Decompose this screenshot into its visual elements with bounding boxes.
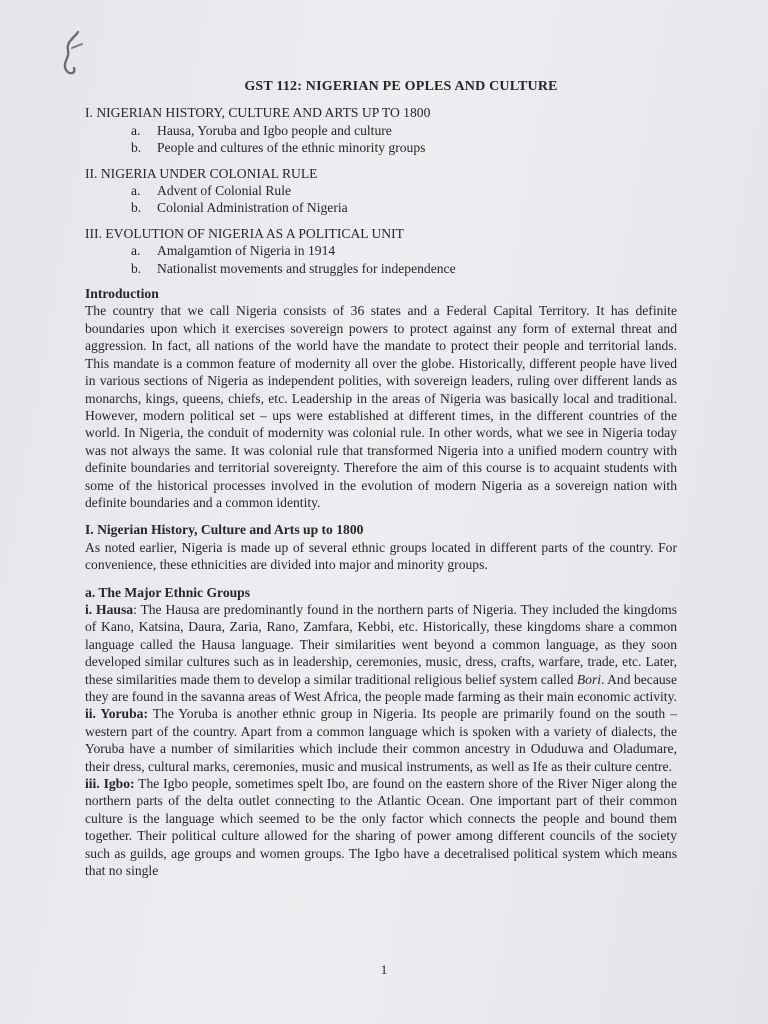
outline-item-letter: a. [131, 243, 141, 259]
igbo-label: iii. Igbo: [85, 776, 135, 792]
section-paragraph: As noted earlier, Nigeria is made up of several ethnic groups located in different parts of the country. For convenience, these ethnicities are divided into major and minority groups. [85, 539, 677, 573]
outline-item-letter: b. [131, 200, 142, 216]
introduction-paragraph: The country that we call Nigeria consists of 36 states and a Federal Capital Territory. It has definite boundaries upon which it exercises sovereign powers to protect against any form of external threat and aggression. In fact, all nations of the world have the mandate to protect their people and territorial lands. This mandate is a common feature of modernity all over the globe. Historically, different people have lived in various sections of Nigeria as independent polities, with sovereign leaders, ruling over different lands as monarchs, kings, queens, chiefs, etc. Leadership in the areas of Nigeria was basically local and traditional. However, modern political set – ups were established at different times, in the different countries of the world. In Nigeria, the conduit of modernity was colonial rule. In other words, what we see in Nigeria today was not always the same. It was colonial rule that transformed Nigeria into a unified modern country with definite boundaries and territorial sovereignty. Therefore the aim of this course is to acquaint students with some of the historical processes involved in the evolution of modern Nigeria as a sovereign nation with definite boundaries and a common identity. [85, 303, 677, 510]
outline-item-text: Hausa, Yoruba and Igbo people and culture [157, 122, 392, 138]
hausa-label: i. Hausa [85, 601, 134, 617]
outline-item [131, 139, 677, 156]
outline-section-1 [85, 104, 677, 156]
document-title: GST 112: NIGERIAN PE OPLES AND CULTURE [244, 79, 558, 94]
outline-item-letter: b. [131, 140, 142, 156]
hausa-text-end: . And because they are found in the savanna areas of West Africa, the people made farming as their main economic activity. [85, 671, 677, 704]
introduction-heading: Introduction [85, 286, 159, 302]
outline-item-text: Advent of Colonial Rule [157, 183, 292, 199]
outline-item [131, 182, 677, 199]
hausa-paragraph [85, 601, 677, 705]
staple-mark-icon [56, 28, 96, 78]
section-heading: I. Nigerian History, Culture and Arts up to 1800 [85, 522, 364, 538]
document-content [85, 78, 677, 879]
hausa-text: : The Hausa are predominantly found in the northern parts of Nigeria. They included the kingdoms of Kano, Katsina, Daura, Zaria, Rano, Zamfara, Kebbi, etc. Historically, these kingdoms share a common language called the Hausa language. Their similarities went beyond a common language, as they soon developed similar cultures such as in leadership, ceremonies, music, dress, crafts, warfare, trade, etc. Later, these similarities made them to develop a similar traditional religious belief system called [85, 601, 677, 687]
outline-heading: III. EVOLUTION OF NIGERIA AS A POLITICAL UNIT [85, 225, 404, 241]
outline-heading: II. NIGERIA UNDER COLONIAL RULE [85, 165, 318, 181]
outline-item-letter: a. [131, 122, 141, 138]
yoruba-label: ii. Yoruba: [85, 706, 149, 722]
yoruba-paragraph [85, 705, 677, 775]
yoruba-text: The Yoruba is another ethnic group in Nigeria. Its people are primarily found on the south – western part of the country. Apart from a common language which is spoken with a variety of dialects, the Yoruba have a number of similarities which include their common ancestry in Oduduwa and Oladumare, their dress, cultural marks, ceremonies, music and musical instruments, as well as Ife as their culture centre. [85, 706, 678, 774]
bori-term: Bori [576, 671, 602, 687]
major-groups-heading: a. The Major Ethnic Groups [85, 584, 251, 600]
outline-item [131, 199, 677, 216]
outline-item-text: People and cultures of the ethnic minority groups [157, 140, 426, 156]
page-number: 1 [380, 962, 388, 977]
outline-section-3 [85, 225, 677, 277]
outline-item [131, 122, 677, 139]
outline-item-text: Nationalist movements and struggles for independence [157, 260, 456, 276]
outline-item-text: Amalgamtion of Nigeria in 1914 [157, 243, 336, 259]
outline-item-letter: b. [131, 260, 142, 276]
outline-item-text: Colonial Administration of Nigeria [157, 200, 348, 216]
outline-section-2 [85, 165, 677, 217]
outline-item-letter: a. [131, 183, 141, 199]
outline-item [131, 260, 677, 277]
igbo-text: The Igbo people, sometimes spelt Ibo, are found on the eastern shore of the River Niger along the northern parts of the delta outlet connecting to the Atlantic Ocean. One important part of their common culture is the language which seemed to be the only factor which connects the people and bound them together. Their political culture allowed for the sharing of power among different councils of the society such as guilds, age groups and women groups. The Igbo have a decetralised political system which means that no single [85, 776, 677, 879]
igbo-paragraph [85, 775, 677, 879]
outline-item [131, 242, 677, 259]
outline-heading: I. NIGERIAN HISTORY, CULTURE AND ARTS UP TO 1800 [85, 105, 431, 121]
